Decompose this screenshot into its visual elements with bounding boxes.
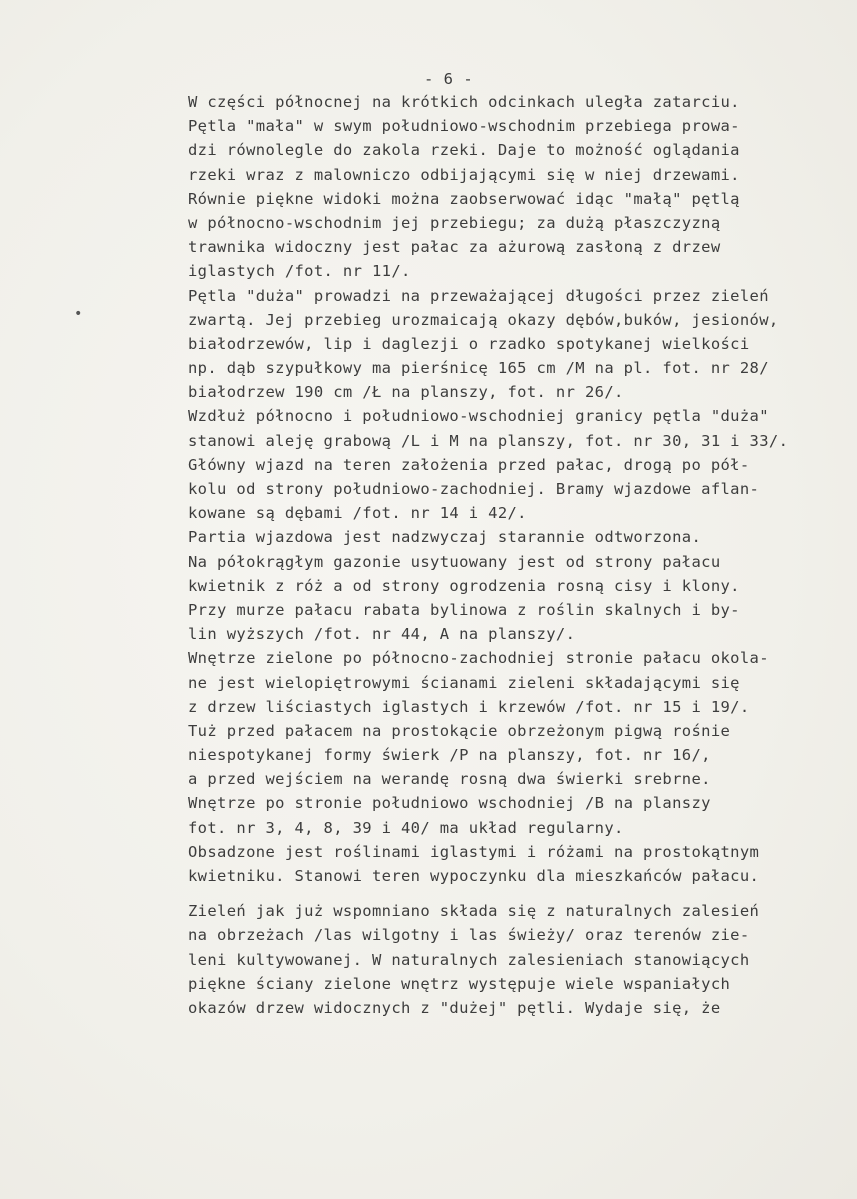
text-line: z drzew liściastych iglastych i krzewów /fot. nr 15 i 19/. [188, 697, 750, 716]
text-line: kowane są dębami /fot. nr 14 i 42/. [188, 504, 527, 523]
text-line: piękne ściany zielone wnętrz występuje wiele wspaniałych [188, 974, 731, 993]
text-line: kwietniku. Stanowi teren wypoczynku dla mieszkańców pałacu. [188, 867, 760, 885]
text-line: Wnętrze po stronie południowo wschodniej /B na planszy [188, 794, 711, 813]
text-line: Zieleń jak już wspomniano składa się z naturalnych zalesień [188, 902, 760, 921]
text-line: dzi równolegle do zakola rzeki. Daje to możność oglądania [188, 141, 740, 160]
text-line: Tuż przed pałacem na prostokącie obrzeżonym pigwą rośnie [188, 721, 731, 740]
text-line: Równie piękne widoki można zaobserwować idąc "małą" pętlą [188, 189, 740, 208]
text-line: Pętla "mała" w swym południowo-wschodnim przebiega prowa- [188, 117, 740, 136]
text-line: lin wyższych /fot. nr 44, A na planszy/. [188, 625, 576, 644]
text-line: Obsadzone jest roślinami iglastymi i różami na prostokątnym [188, 842, 760, 861]
text-line: np. dąb szypułkowy ma pierśnicę 165 cm /M na pl. fot. nr 28/ [188, 359, 769, 378]
text-line: fot. nr 3, 4, 8, 39 i 40/ ma układ regularny. [188, 818, 624, 837]
text-line: w północno-wschodnim jej przebiegu; za dużą płaszczyzną [188, 213, 721, 232]
text-line: Pętla "duża" prowadzi na przeważającej długości przez zieleń [188, 286, 769, 305]
paragraph-gap [188, 888, 853, 899]
text-line: a przed wejściem na werandę rosną dwa świerki srebrne. [188, 770, 711, 789]
text-line: Główny wjazd na teren założenia przed pałac, drogą po pół- [188, 455, 750, 474]
text-line: Przy murze pałacu rabata bylinowa z roślin skalnych i by- [188, 600, 740, 619]
body-text [188, 90, 853, 1020]
text-line: rzeki wraz z malowniczo odbijającymi się w niej drzewami. [188, 165, 740, 184]
text-line: białodrzew 190 cm /Ł na planszy, fot. nr 26/. [188, 383, 624, 402]
text-line: Wzdłuż północno i południowo-wschodniej granicy pętla "duża" [188, 407, 769, 426]
text-line: białodrzewów, lip i daglezji o rzadko spotykanej wielkości [188, 334, 750, 353]
text-line: Na półokrągłym gazonie usytuowany jest od strony pałacu [188, 552, 721, 571]
text-line: leni kultywowanej. W naturalnych zalesieniach stanowiących [188, 950, 750, 969]
text-line: okazów drzew widocznych z "dużej" pętli. Wydaje się, że [188, 998, 721, 1017]
text-line: na obrzeżach /las wilgotny i las świeży/ oraz terenów zie- [188, 926, 750, 945]
text-line: W części północnej na krótkich odcinkach uległa zatarciu. [188, 93, 740, 111]
margin-mark: • [74, 306, 83, 322]
text-line: stanowi aleję grabową /L i M na planszy, fot. nr 30, 31 i 33/. [188, 431, 789, 450]
paragraph-2 [188, 899, 853, 1020]
text-line: ne jest wielopiętrowymi ścianami zieleni składającymi się [188, 673, 740, 692]
text-line: Partia wjazdowa jest nadzwyczaj starannie odtworzona. [188, 528, 702, 547]
paragraph-1 [188, 90, 853, 888]
text-line: kolu od strony południowo-zachodniej. Bramy wjazdowe aflan- [188, 480, 760, 498]
text-line: niespotykanej formy świerk /P na planszy, fot. nr 16/, [188, 746, 711, 765]
text-line: trawnika widoczny jest pałac za ażurową zasłoną z drzew [188, 238, 721, 257]
page-number: - 6 - [424, 70, 474, 88]
text-line: zwartą. Jej przebieg urozmaicają okazy dębów,buków, jesionów, [188, 310, 779, 329]
text-line: kwietnik z róż a od strony ogrodzenia rosną cisy i klony. [188, 576, 740, 595]
text-line: iglastych /fot. nr 11/. [188, 262, 411, 281]
text-line: Wnętrze zielone po północno-zachodniej stronie pałacu okola- [188, 649, 769, 668]
